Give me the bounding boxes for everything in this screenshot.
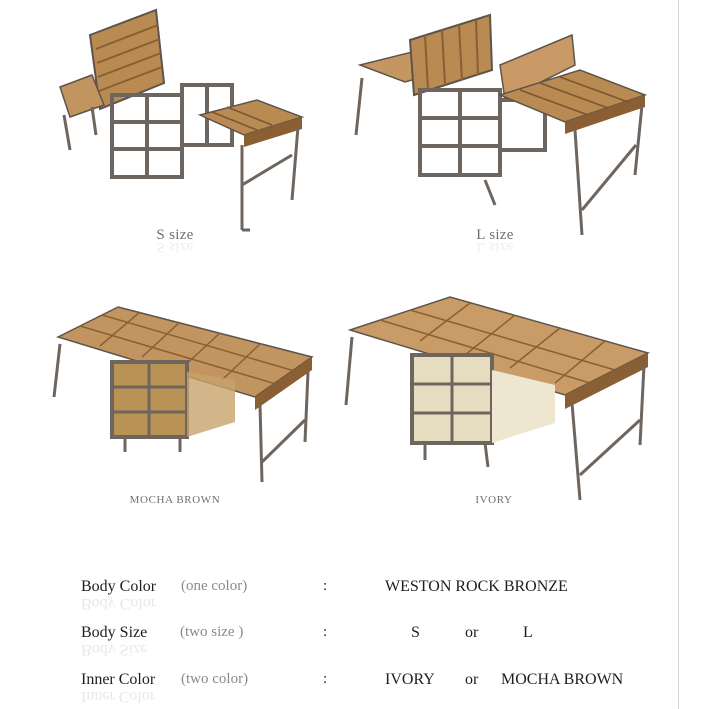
spec-label-body-color: Body Color: [81, 578, 157, 595]
spec-colon: :: [323, 624, 328, 640]
spec-reflection-label: Body Color: [81, 595, 157, 612]
spec-row-reflection: [81, 640, 147, 658]
spec-row-reflection: [81, 594, 156, 612]
spec-or: or: [465, 671, 479, 688]
spec-colon: :: [323, 671, 328, 687]
product-photo-mocha-brown: [50, 302, 318, 487]
caption-ivory: IVORY: [475, 494, 513, 506]
spec-value-size-s: S: [411, 624, 420, 641]
caption-s-size-reflection: S size: [156, 239, 194, 255]
spec-colon: :: [323, 578, 328, 594]
spec-value-mocha-brown: MOCHA BROWN: [501, 671, 624, 688]
spec-value-ivory: IVORY: [385, 671, 435, 688]
page-divider: [678, 0, 679, 709]
spec-label-inner-color: Inner Color: [81, 671, 156, 688]
caption-l-size: L size: [476, 227, 514, 243]
spec-row-reflection: [81, 687, 155, 705]
spec-note-body-size: (two size ): [180, 624, 244, 640]
caption-s-size: S size: [156, 227, 194, 243]
caption-mocha-brown: MOCHA BROWN: [129, 494, 221, 506]
spec-value-body-color: WESTON ROCK BRONZE: [385, 578, 568, 595]
spec-reflection-label: Inner Color: [81, 688, 156, 705]
spec-note-inner-color: (two color): [181, 671, 249, 687]
spec-reflection-label: Body Size: [81, 641, 148, 658]
spec-note-body-color: (one color): [181, 578, 248, 594]
caption-l-size-reflection: L size: [476, 239, 514, 255]
product-photo-ivory: [340, 295, 652, 505]
product-photo-l-size: [350, 10, 650, 240]
product-photo-s-size: [52, 5, 307, 235]
spec-value-size-l: L: [523, 624, 533, 641]
spec-label-body-size: Body Size: [81, 624, 148, 641]
spec-or: or: [465, 624, 479, 641]
